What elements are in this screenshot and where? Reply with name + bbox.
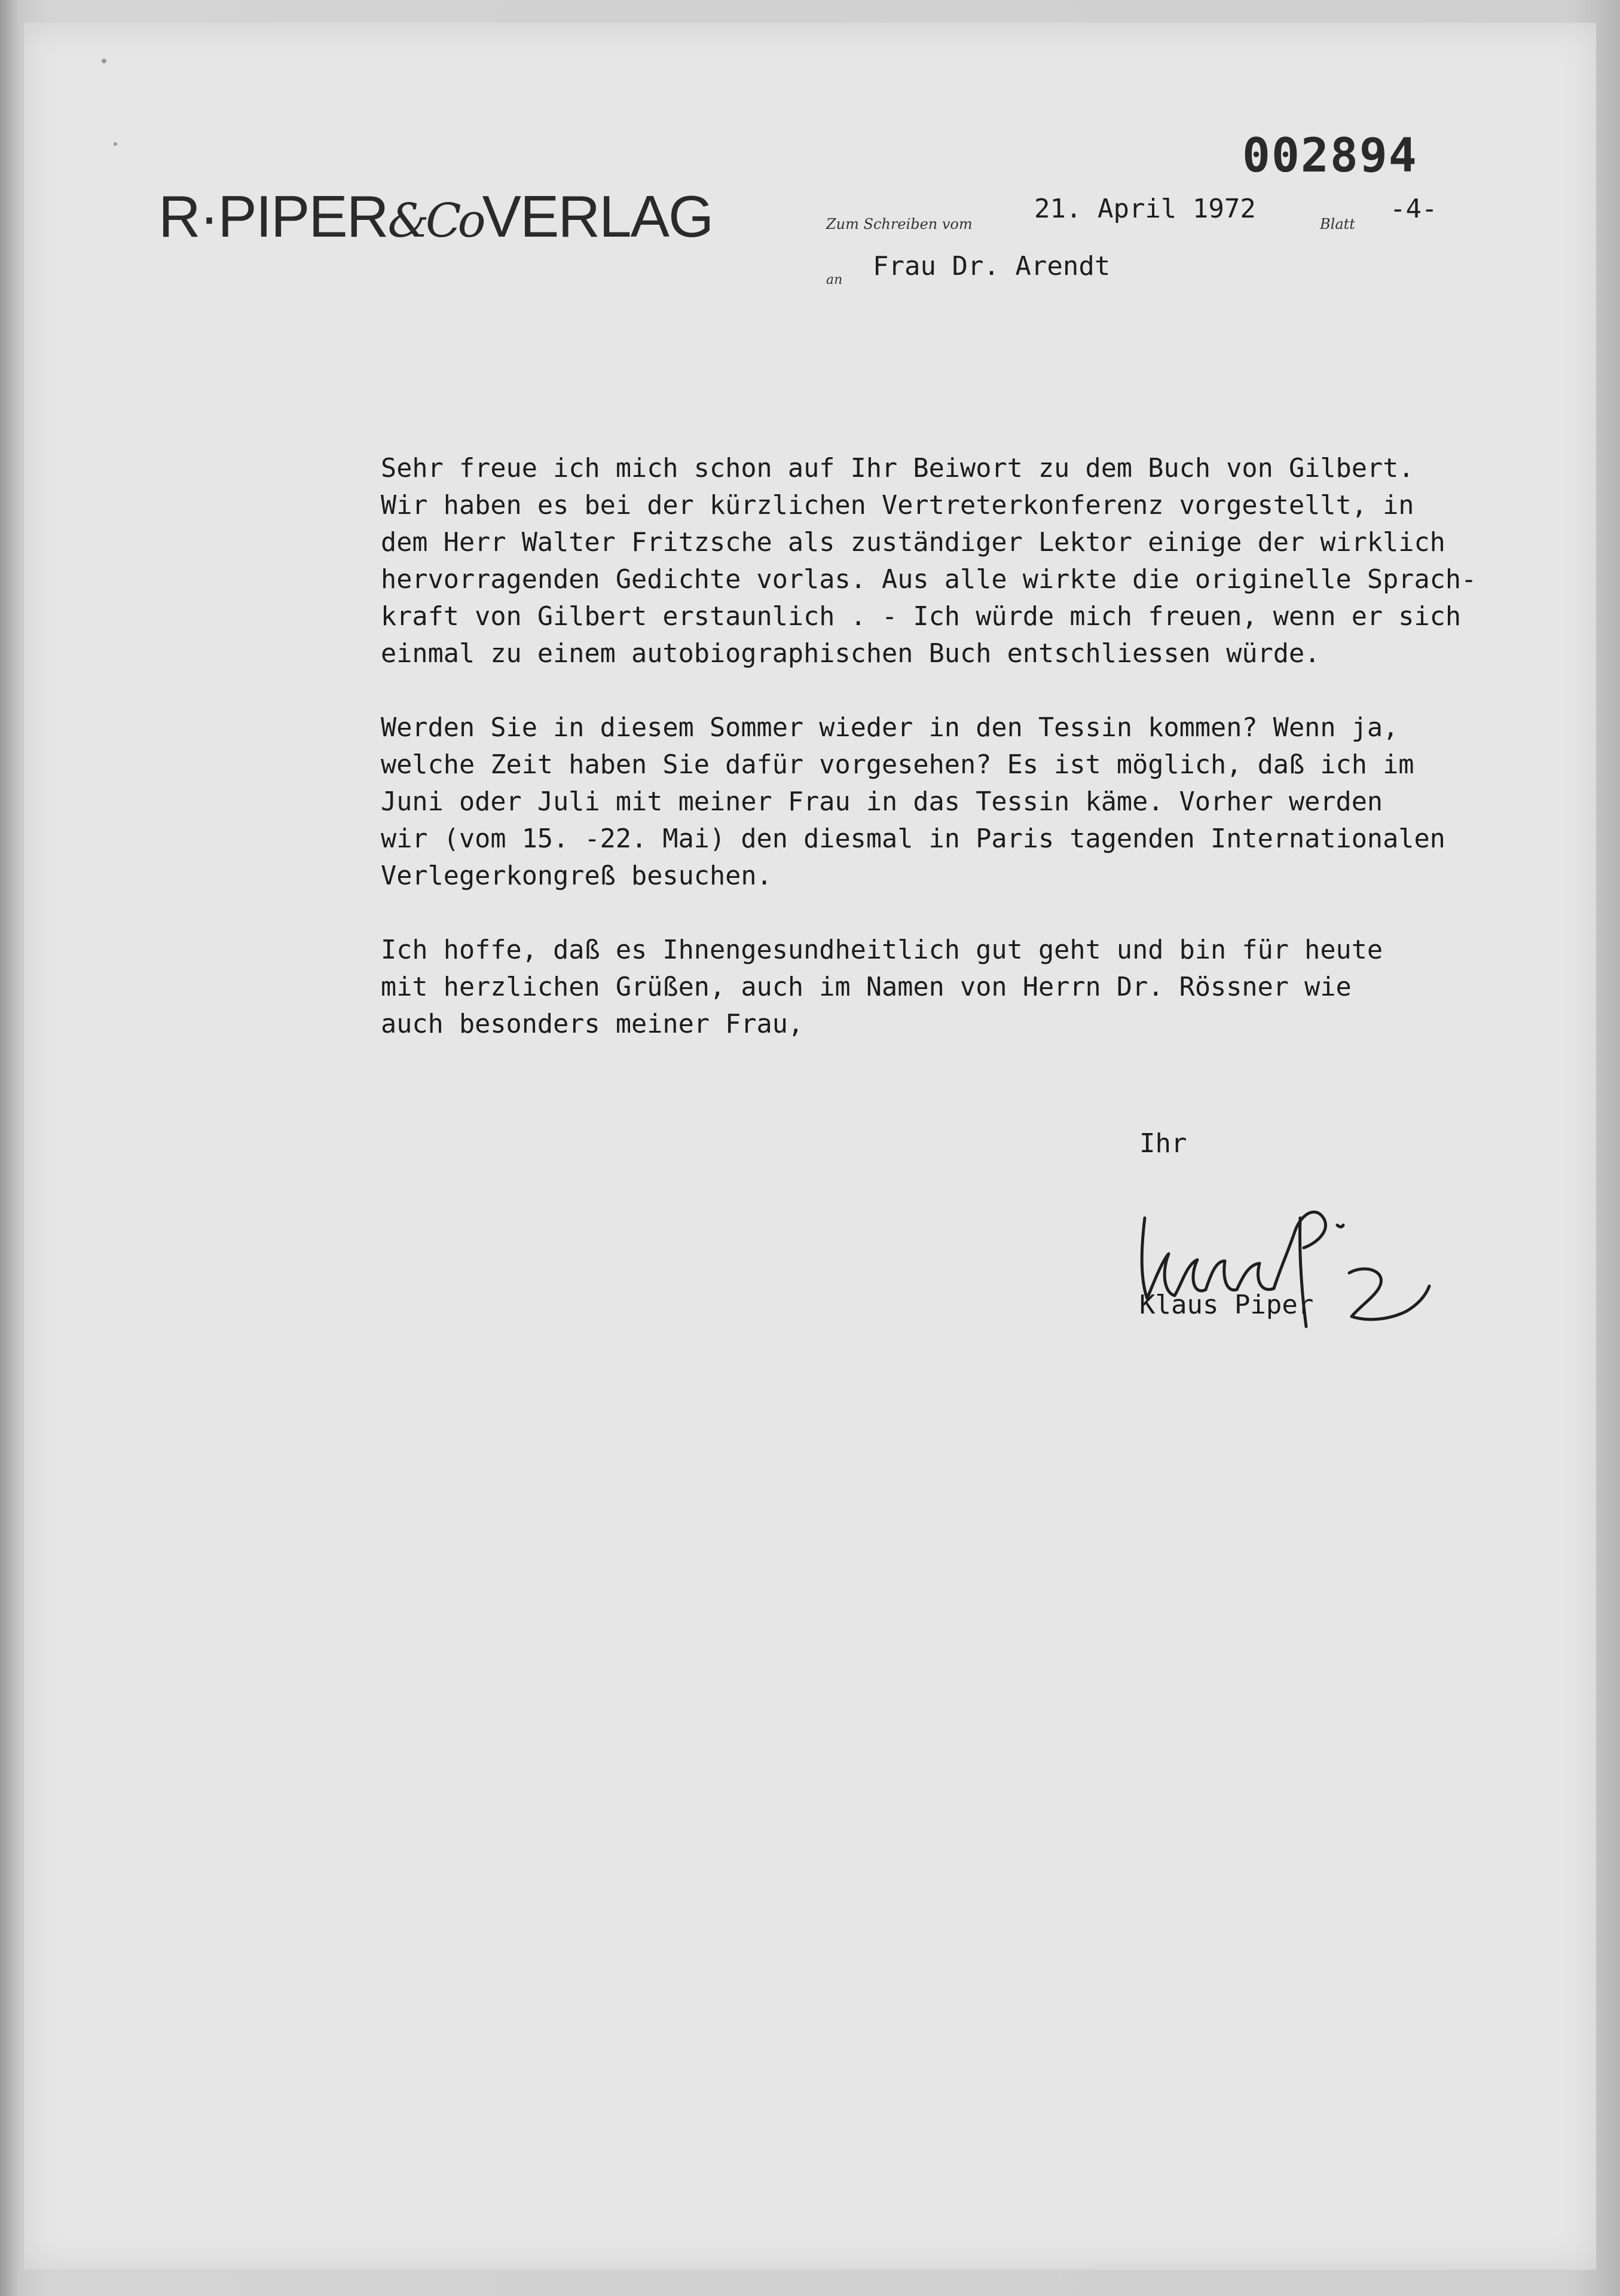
reference-label: Zum Schreiben vom xyxy=(826,216,973,232)
letter-body xyxy=(381,450,1552,1080)
text-line: hervorragenden Gedichte vorlas. Aus alle wirkte die originelle Sprach- xyxy=(381,565,1477,595)
sheet-number: -4- xyxy=(1390,194,1438,224)
signer-name: Klaus Piper xyxy=(1139,1290,1314,1320)
text-line: kraft von Gilbert erstaunlich . - Ich würde mich freuen, wenn er sich xyxy=(381,602,1462,632)
paragraph xyxy=(381,932,1552,1043)
sheet-label: Blatt xyxy=(1320,216,1355,232)
letter-sheet xyxy=(24,23,1596,2270)
text-line: einmal zu einem autobiographischen Buch entschliessen würde. xyxy=(381,639,1321,669)
publisher-logo: R·PIPER&CoVERLAG xyxy=(158,183,713,249)
letter-date: 21. April 1972 xyxy=(1034,194,1256,224)
paper-speck xyxy=(102,59,106,63)
text-line: mit herzlichen Grüßen, auch im Namen von Herrn Dr. Rössner wie xyxy=(381,972,1352,1002)
recipient-label: an xyxy=(826,273,843,287)
paragraph xyxy=(381,450,1552,672)
text-line: dem Herr Walter Fritzsche als zuständiger Lektor einige der wirklich xyxy=(381,528,1445,558)
text-line: Werden Sie in diesem Sommer wieder in den Tessin kommen? Wenn ja, xyxy=(381,713,1399,743)
document-number-stamp: 002894 xyxy=(1242,129,1418,183)
text-line: auch besonders meiner Frau, xyxy=(381,1009,804,1039)
text-line: Sehr freue ich mich schon auf Ihr Beiwort zu dem Buch von Gilbert. xyxy=(381,454,1414,483)
text-line: Juni oder Juli mit meiner Frau in das Tessin käme. Vorher werden xyxy=(381,787,1383,817)
paper-speck xyxy=(114,142,117,146)
text-line: wir (vom 15. -22. Mai) den diesmal in Paris tagenden Internationalen xyxy=(381,824,1445,854)
text-line: welche Zeit haben Sie dafür vorgesehen? Es ist möglich, daß ich im xyxy=(381,750,1414,780)
text-line: Ich hoffe, daß es Ihnengesundheitlich gut geht und bin für heute xyxy=(381,935,1383,965)
paragraph xyxy=(381,709,1552,895)
closing-salutation: Ihr xyxy=(1139,1128,1187,1159)
recipient-name: Frau Dr. Arendt xyxy=(873,251,1111,281)
text-line: Verlegerkongreß besuchen. xyxy=(381,861,772,891)
text-line: Wir haben es bei der kürzlichen Vertreterkonferenz vorgestellt, in xyxy=(381,491,1414,521)
